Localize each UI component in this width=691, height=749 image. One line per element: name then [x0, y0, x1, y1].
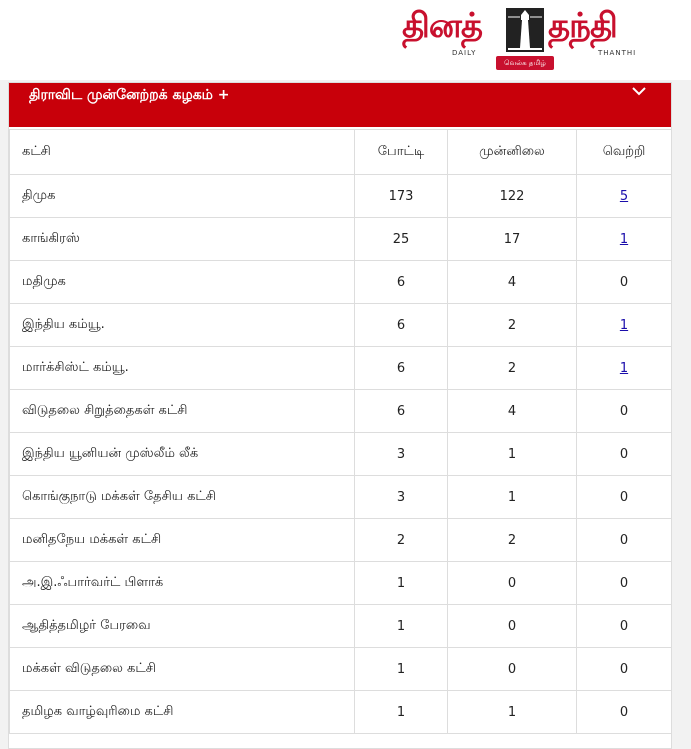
party-cell: காங்கிரஸ் — [10, 218, 355, 261]
won-cell: 0 — [577, 476, 672, 519]
won-cell: 0 — [577, 261, 672, 304]
table-row — [10, 175, 672, 218]
lead-cell: 2 — [448, 347, 577, 390]
party-cell: விடுதலை சிறுத்தைகள் கட்சி — [10, 390, 355, 433]
logo-banner: வெல்க தமிழ் — [496, 56, 554, 70]
table-row — [10, 648, 672, 691]
chevron-down-icon[interactable] — [629, 81, 649, 101]
lead-cell: 2 — [448, 304, 577, 347]
table-row — [10, 519, 672, 562]
won-cell: 0 — [577, 648, 672, 691]
contest-cell: 3 — [355, 476, 448, 519]
contest-cell: 6 — [355, 261, 448, 304]
alliance-panel — [8, 82, 672, 749]
lead-cell: 2 — [448, 519, 577, 562]
panel-header[interactable] — [9, 83, 671, 127]
won-link[interactable]: 1 — [619, 231, 629, 247]
top-bar — [0, 0, 691, 80]
party-cell: இந்திய கம்யூ. — [10, 304, 355, 347]
won-cell: 0 — [577, 691, 672, 734]
header-won: வெற்றி — [577, 130, 672, 175]
won-cell — [577, 218, 672, 261]
table-row — [10, 605, 672, 648]
table-row — [10, 691, 672, 734]
panel-title: திராவிட முன்னேற்றக் கழகம் + — [29, 87, 230, 103]
party-cell: அ.இ.ஃபார்வர்ட் பிளாக் — [10, 562, 355, 605]
logo-sub-left: DAILY — [452, 49, 477, 57]
results-table — [9, 129, 672, 734]
table-row — [10, 261, 672, 304]
won-cell: 0 — [577, 562, 672, 605]
lead-cell: 1 — [448, 433, 577, 476]
won-cell: 0 — [577, 519, 672, 562]
logo-text-left: தினத் — [402, 6, 482, 46]
party-cell: இந்திய யூனியன் முஸ்லீம் லீக் — [10, 433, 355, 476]
lighthouse-icon — [506, 8, 544, 52]
contest-cell: 1 — [355, 691, 448, 734]
party-cell: மனிதநேய மக்கள் கட்சி — [10, 519, 355, 562]
table-row — [10, 433, 672, 476]
header-contest: போட்டி — [355, 130, 448, 175]
table-row — [10, 347, 672, 390]
contest-cell: 6 — [355, 390, 448, 433]
lead-cell: 0 — [448, 562, 577, 605]
contest-cell: 25 — [355, 218, 448, 261]
party-cell: மக்கள் விடுதலை கட்சி — [10, 648, 355, 691]
contest-cell: 1 — [355, 605, 448, 648]
won-cell: 0 — [577, 605, 672, 648]
logo-sub-right: THANTHI — [598, 49, 637, 57]
table-row — [10, 476, 672, 519]
lead-cell: 122 — [448, 175, 577, 218]
won-link[interactable]: 5 — [619, 188, 629, 204]
party-cell: ஆதித்தமிழர் பேரவை — [10, 605, 355, 648]
contest-cell: 1 — [355, 562, 448, 605]
table-header-row — [10, 130, 672, 175]
lead-cell: 0 — [448, 648, 577, 691]
contest-cell: 3 — [355, 433, 448, 476]
table-row — [10, 218, 672, 261]
won-cell — [577, 175, 672, 218]
won-link[interactable]: 1 — [619, 360, 629, 376]
lead-cell: 0 — [448, 605, 577, 648]
table-row — [10, 562, 672, 605]
won-link[interactable]: 1 — [619, 317, 629, 333]
won-cell — [577, 347, 672, 390]
table-row — [10, 390, 672, 433]
party-cell: கொங்குநாடு மக்கள் தேசிய கட்சி — [10, 476, 355, 519]
lead-cell: 4 — [448, 390, 577, 433]
site-logo[interactable] — [402, 6, 644, 74]
contest-cell: 6 — [355, 347, 448, 390]
contest-cell: 6 — [355, 304, 448, 347]
table-row — [10, 304, 672, 347]
header-lead: முன்னிலை — [448, 130, 577, 175]
lead-cell: 1 — [448, 691, 577, 734]
contest-cell: 173 — [355, 175, 448, 218]
won-cell: 0 — [577, 433, 672, 476]
party-cell: மதிமுக — [10, 261, 355, 304]
won-cell — [577, 304, 672, 347]
logo-text-right: தந்தி — [548, 6, 617, 46]
contest-cell: 2 — [355, 519, 448, 562]
contest-cell: 1 — [355, 648, 448, 691]
party-cell: தமிழக வாழ்வுரிமை கட்சி — [10, 691, 355, 734]
party-cell: திமுக — [10, 175, 355, 218]
won-cell: 0 — [577, 390, 672, 433]
lead-cell: 17 — [448, 218, 577, 261]
lead-cell: 4 — [448, 261, 577, 304]
party-cell: மார்க்சிஸ்ட் கம்யூ. — [10, 347, 355, 390]
lead-cell: 1 — [448, 476, 577, 519]
header-party: கட்சி — [10, 130, 355, 175]
